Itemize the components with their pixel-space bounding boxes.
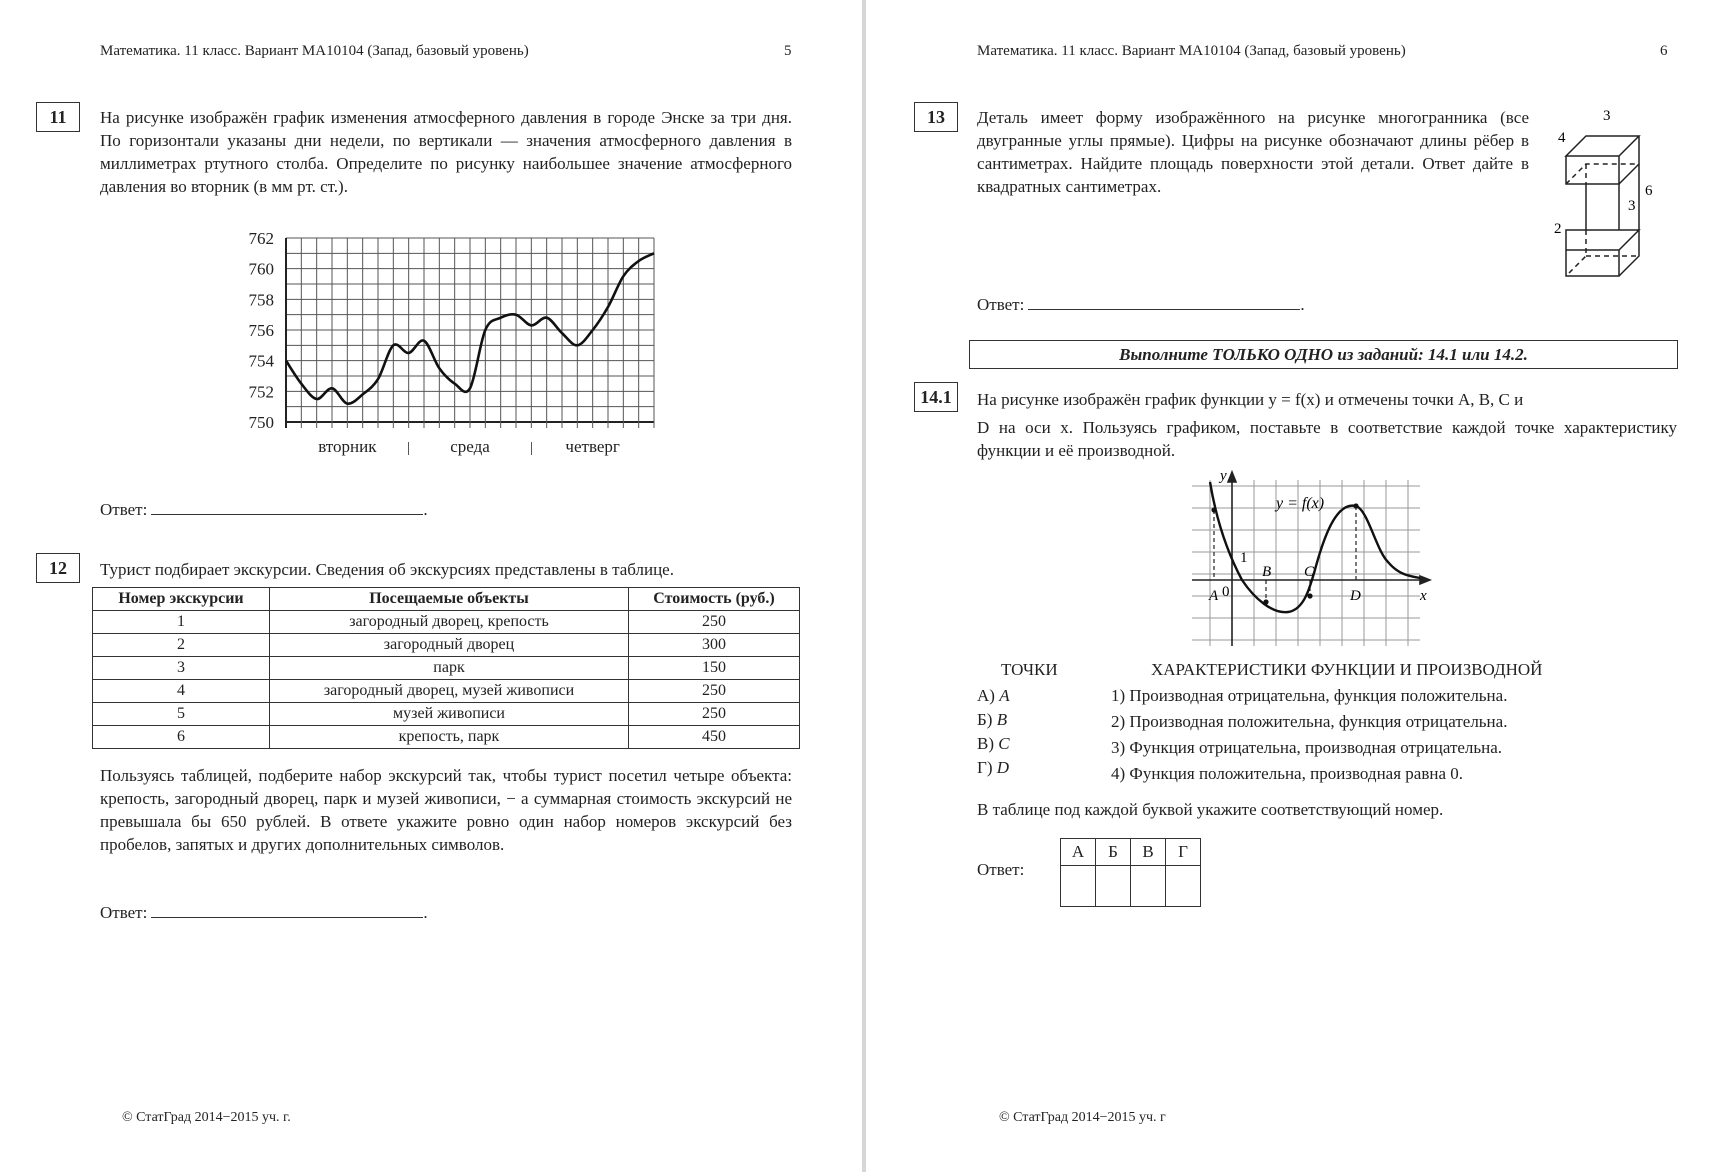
point-label-b: B — [1262, 564, 1272, 580]
col-header: Стоимость (руб.) — [629, 588, 800, 611]
answer-cell-d[interactable] — [1166, 866, 1201, 907]
page-header: Математика. 11 класс. Вариант МА10104 (Запад, базовый уровень) — [977, 43, 1406, 59]
cell: 3 — [93, 657, 270, 680]
figure-label-3-side: 3 — [1628, 198, 1636, 214]
cell: 6 — [93, 726, 270, 749]
pressure-chart — [230, 228, 670, 468]
characteristics-header: ХАРАКТЕРИСТИКИ ФУНКЦИИ И ПРОИЗВОДНОЙ — [1151, 660, 1543, 679]
figure-label-4: 4 — [1558, 130, 1566, 146]
answer-col-a: А — [1061, 839, 1096, 866]
cell: загородный дворец — [270, 634, 629, 657]
function-graph — [1192, 470, 1432, 646]
point-label-d: D — [1350, 588, 1361, 604]
task14-text-2: D на оси x. Пользуясь графиком, поставьте в соответствие каждой точке характеристику функции и её производной. — [977, 418, 1677, 460]
task-number-11: 11 — [36, 102, 80, 132]
point-option-c: В) C — [977, 734, 1010, 753]
cell: 250 — [629, 611, 800, 634]
answer-line-13[interactable] — [1028, 295, 1300, 310]
answer-cell-c[interactable] — [1131, 866, 1166, 907]
chart-day-separator: | — [407, 440, 411, 456]
cell: загородный дворец, музей живописи — [270, 680, 629, 703]
page-6 — [866, 0, 1727, 1172]
task-number-12: 12 — [36, 553, 80, 583]
cell: 5 — [93, 703, 270, 726]
unit-label: 1 — [1240, 550, 1248, 566]
graph-points — [1211, 503, 1358, 604]
task11-answer: Ответ: . — [100, 500, 428, 519]
characteristic-2: 2) Производная положительна, функция отрицательна. — [1111, 712, 1508, 731]
figure-label-2: 2 — [1554, 221, 1562, 237]
chart-y-tick-label: 758 — [248, 290, 274, 310]
answer-col-c: В — [1131, 839, 1166, 866]
cell: 1 — [93, 611, 270, 634]
x-axis-label: x — [1420, 588, 1427, 604]
task12-text: Пользуясь таблицей, подберите набор экскурсий так, чтобы турист посетил четыре объекта: крепость, загородный дворец, парк и музей живописи, − а суммарная стоимость экскурсий не превышала бы 650 рублей. В ответе укажите ровно один набор номеров экскурсий без пробелов, запятых и других дополнительных символов. — [100, 766, 792, 854]
point-option-a: А) A — [977, 686, 1010, 705]
chart-y-tick-label: 762 — [248, 229, 274, 248]
points-header: ТОЧКИ — [1001, 660, 1058, 679]
table-row — [93, 611, 800, 634]
point-option-d: Г) D — [977, 758, 1010, 777]
page-header: Математика. 11 класс. Вариант МА10104 (Запад, базовый уровень) — [100, 43, 529, 59]
answer-table-header — [1061, 839, 1201, 866]
answer-label: Ответ: — [100, 500, 148, 519]
answer-label: Ответ: — [977, 295, 1025, 314]
choice-banner: Выполните ТОЛЬКО ОДНО из заданий: 14.1 или 14.2. — [969, 340, 1678, 369]
figure-label-3-top: 3 — [1603, 108, 1611, 124]
chart-y-tick-label: 752 — [248, 382, 274, 402]
chart-y-tick-label: 756 — [248, 321, 274, 340]
col-header: Посещаемые объекты — [270, 588, 629, 611]
task11-text: На рисунке изображён график изменения атмосферного давления в городе Энске за три дня. По горизонтали указаны дни недели, по вертикали — значения атмосферного давления в миллиметрах ртутного столба. Определите по рисунку наибольшее значение атмосферного давления во вторник (в мм рт. ст.). — [100, 108, 792, 196]
characteristic-4: 4) Функция положительна, производная равна 0. — [1111, 764, 1464, 783]
table-row — [93, 726, 800, 749]
excursions-table — [92, 587, 800, 749]
page-number: 5 — [784, 43, 792, 59]
page-footer: © СтатГрад 2014−2015 уч. г — [999, 1110, 1166, 1125]
chart-day-labels — [318, 437, 620, 456]
cell: 250 — [629, 680, 800, 703]
task-number-13: 13 — [914, 102, 958, 132]
chart-day-label: среда — [450, 437, 490, 456]
task14-text-1: На рисунке изображён график функции y = f(x) и отмечены точки A, B, C и — [977, 390, 1524, 409]
task14-instruction: В таблице под каждой буквой укажите соответствующий номер. — [977, 800, 1444, 819]
chart-day-separator: | — [529, 440, 533, 456]
upper-block-edges — [1566, 136, 1639, 184]
answer-table — [1060, 838, 1201, 907]
point-option-b: Б) B — [977, 710, 1008, 729]
cell: 4 — [93, 680, 270, 703]
task12-answer: Ответ: . — [100, 903, 428, 922]
cell: парк — [270, 657, 629, 680]
task-number-14-1: 14.1 — [914, 382, 958, 412]
figure-label-6: 6 — [1645, 183, 1653, 199]
column-edges — [1586, 164, 1639, 230]
col-header: Номер экскурсии — [93, 588, 270, 611]
answer-cell-b[interactable] — [1096, 866, 1131, 907]
hidden-edges — [1566, 164, 1639, 276]
answer-line-12[interactable] — [151, 903, 423, 918]
table-header-row — [93, 588, 800, 611]
task14-answer-label: Ответ: — [977, 860, 1025, 879]
point-label-a: A — [1209, 588, 1219, 604]
chart-day-label: четверг — [565, 437, 620, 456]
task12-intro: Турист подбирает экскурсии. Сведения об экскурсиях представлены в таблице. — [100, 560, 674, 579]
answer-line-11[interactable] — [151, 500, 423, 515]
page-5 — [0, 0, 862, 1172]
cell: музей живописи — [270, 703, 629, 726]
chart-y-tick-label: 760 — [248, 259, 274, 279]
chart-day-label: вторник — [318, 437, 377, 456]
chart-y-ticks — [249, 229, 275, 432]
page-footer: © СтатГрад 2014−2015 уч. г. — [122, 1110, 291, 1125]
task13-answer: Ответ: . — [977, 295, 1305, 314]
answer-col-d: Г — [1166, 839, 1201, 866]
chart-y-tick-label: 750 — [248, 413, 274, 432]
polyhedron-figure — [1546, 108, 1696, 288]
table-row — [93, 703, 800, 726]
answer-table-inputs — [1061, 866, 1201, 907]
cell: 300 — [629, 634, 800, 657]
y-axis-label: y — [1220, 470, 1227, 484]
cell: крепость, парк — [270, 726, 629, 749]
table-row — [93, 680, 800, 703]
answer-col-b: Б — [1096, 839, 1131, 866]
page-number: 6 — [1660, 43, 1668, 59]
characteristic-3: 3) Функция отрицательна, производная отрицательна. — [1111, 738, 1503, 757]
answer-label: Ответ: — [100, 903, 148, 922]
table-row — [93, 657, 800, 680]
function-label: y = f(x) — [1276, 495, 1325, 512]
task13-text: Деталь имеет форму изображённого на рисунке многогранника (все двугранные углы прямые). Цифры на рисунке обозначают длины рёбер в сантиметрах. Найдите площадь поверхности этой детали. Ответ дайте в квадратных сантиметрах. — [977, 108, 1529, 196]
lower-block-edges — [1566, 230, 1639, 276]
chart-y-tick-label: 754 — [248, 351, 274, 371]
answer-cell-a[interactable] — [1061, 866, 1096, 907]
cell: 2 — [93, 634, 270, 657]
table-row — [93, 634, 800, 657]
point-label-c: C — [1304, 564, 1315, 580]
cell: 150 — [629, 657, 800, 680]
cell: 450 — [629, 726, 800, 749]
cell: 250 — [629, 703, 800, 726]
origin-label: 0 — [1222, 584, 1230, 600]
characteristic-1: 1) Производная отрицательна, функция положительна. — [1111, 686, 1508, 705]
cell: загородный дворец, крепость — [270, 611, 629, 634]
